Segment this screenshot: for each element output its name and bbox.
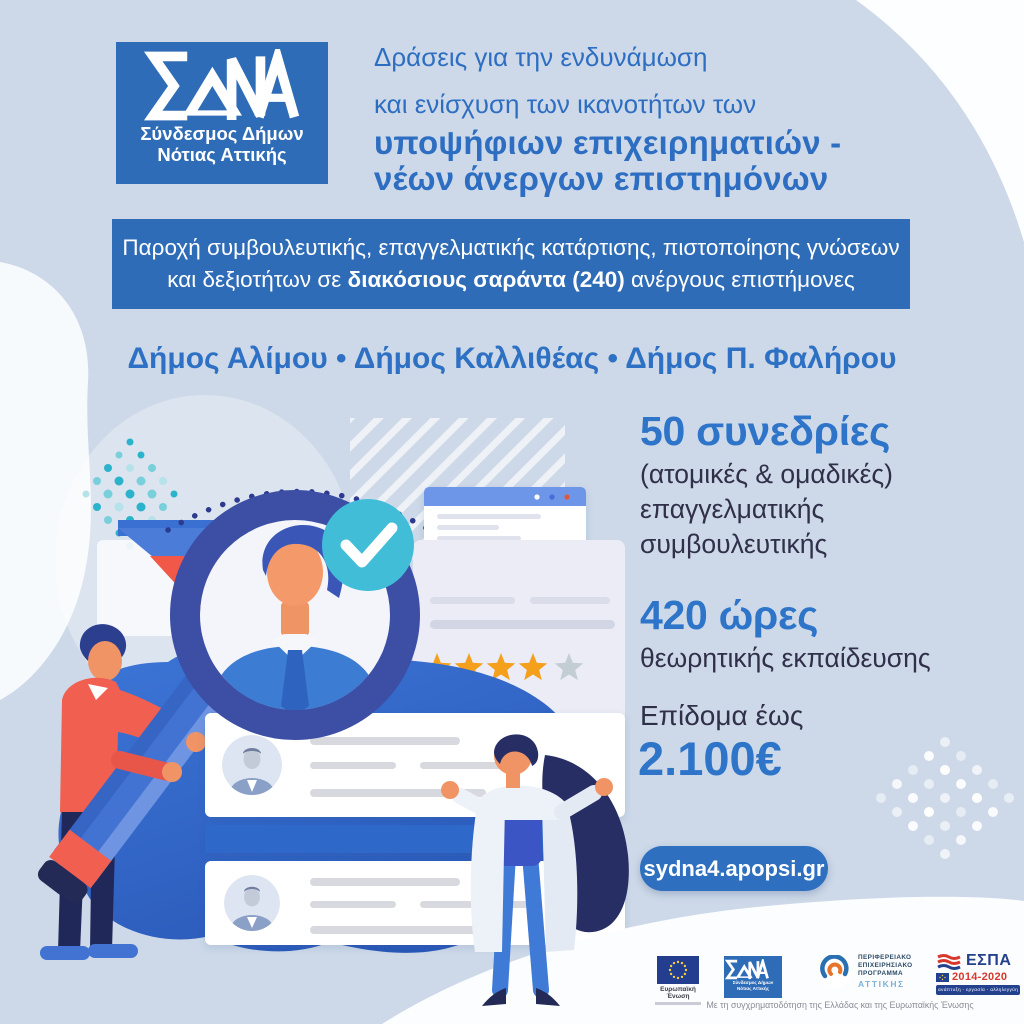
espa-waves-icon xyxy=(936,953,962,970)
sydna-footer-text1: Σύνδεσμος Δήμων xyxy=(732,980,774,985)
title-line1: Δράσεις για την ενδυνάμωση xyxy=(374,42,708,72)
sydna-footer-text2: Νότιας Αττικής xyxy=(736,985,770,991)
banner-line1: Παροχή συμβουλευτικής, επαγγελματικής κατάρτισης, πιστοποίησης γνώσεων xyxy=(122,235,900,260)
sydna-monogram-icon xyxy=(134,49,310,123)
title-line2: και ενίσχυση των ικανοτήτων των xyxy=(374,89,757,119)
sydna-footer-logo xyxy=(724,956,782,998)
sydna-logo xyxy=(116,42,328,184)
sydna-monogram-icon xyxy=(724,959,770,980)
municipalities-line: Δήμος Αλίμου • Δήμος Καλλιθέας • Δήμος Π. Φαλήρου xyxy=(127,342,897,375)
logo-text-line1: Σύνδεσμος Δήμων xyxy=(140,123,304,144)
description-banner xyxy=(112,219,910,309)
espa-name: ΕΣΠΑ xyxy=(966,952,1012,969)
espa-tagline: ανάπτυξη - εργασία - αλληλεγγύη xyxy=(936,985,1020,995)
attiki-program-logo xyxy=(818,954,913,989)
attiki-text-line1: ΠΕΡΙΦΕΡΕΙΑΚΟ xyxy=(858,954,912,961)
espa-logo xyxy=(936,952,1020,995)
stat-sessions-value: 50 συνεδρίες xyxy=(640,408,890,454)
attiki-swirl-icon xyxy=(818,955,852,989)
attiki-text-line3: ΠΡΟΓΡΑΜΜΑ xyxy=(858,970,903,977)
funding-statement: Με τη συγχρηματοδότηση της Ελλάδας και της Ευρωπαϊκής Ένωσης xyxy=(706,1000,974,1010)
attiki-text-line4: ΑΤΤΙΚΗΣ xyxy=(858,979,905,989)
benefit-amount: 2.100€ xyxy=(638,732,782,785)
page-title xyxy=(374,42,841,197)
website-button[interactable]: sydna4.apopsi.gr xyxy=(640,846,828,891)
eu-flag-mini-icon xyxy=(936,973,949,982)
eu-logo xyxy=(650,956,706,1005)
eu-flag-icon xyxy=(657,956,699,984)
stat-hours-description: θεωρητικής εκπαίδευσης xyxy=(640,643,931,673)
eu-logo-label: Ευρωπαϊκή Ένωση xyxy=(660,986,696,1000)
title-line4: νέων άνεργων επιστημόνων xyxy=(374,160,829,197)
banner-line2: και δεξιοτήτων σε διακόσιους σαράντα (240) ανέργους επιστήμονες xyxy=(167,267,855,292)
espa-period: 2014-2020 xyxy=(952,971,1008,983)
check-icon xyxy=(322,499,414,591)
stat-hours-value: 420 ώρες xyxy=(640,592,819,638)
logo-text-line2: Νότιας Αττικής xyxy=(157,144,287,165)
stat-sessions-description: (ατομικές & ομαδικές) επαγγελματικής συμβουλευτικής xyxy=(640,459,893,559)
benefit-label: Επίδομα έως xyxy=(640,700,804,731)
title-line3: υποψήφιων επιχειρηματιών - xyxy=(374,124,842,161)
attiki-text-line2: ΕΠΙΧΕΙΡΗΣΙΑΚΟ xyxy=(858,962,913,969)
